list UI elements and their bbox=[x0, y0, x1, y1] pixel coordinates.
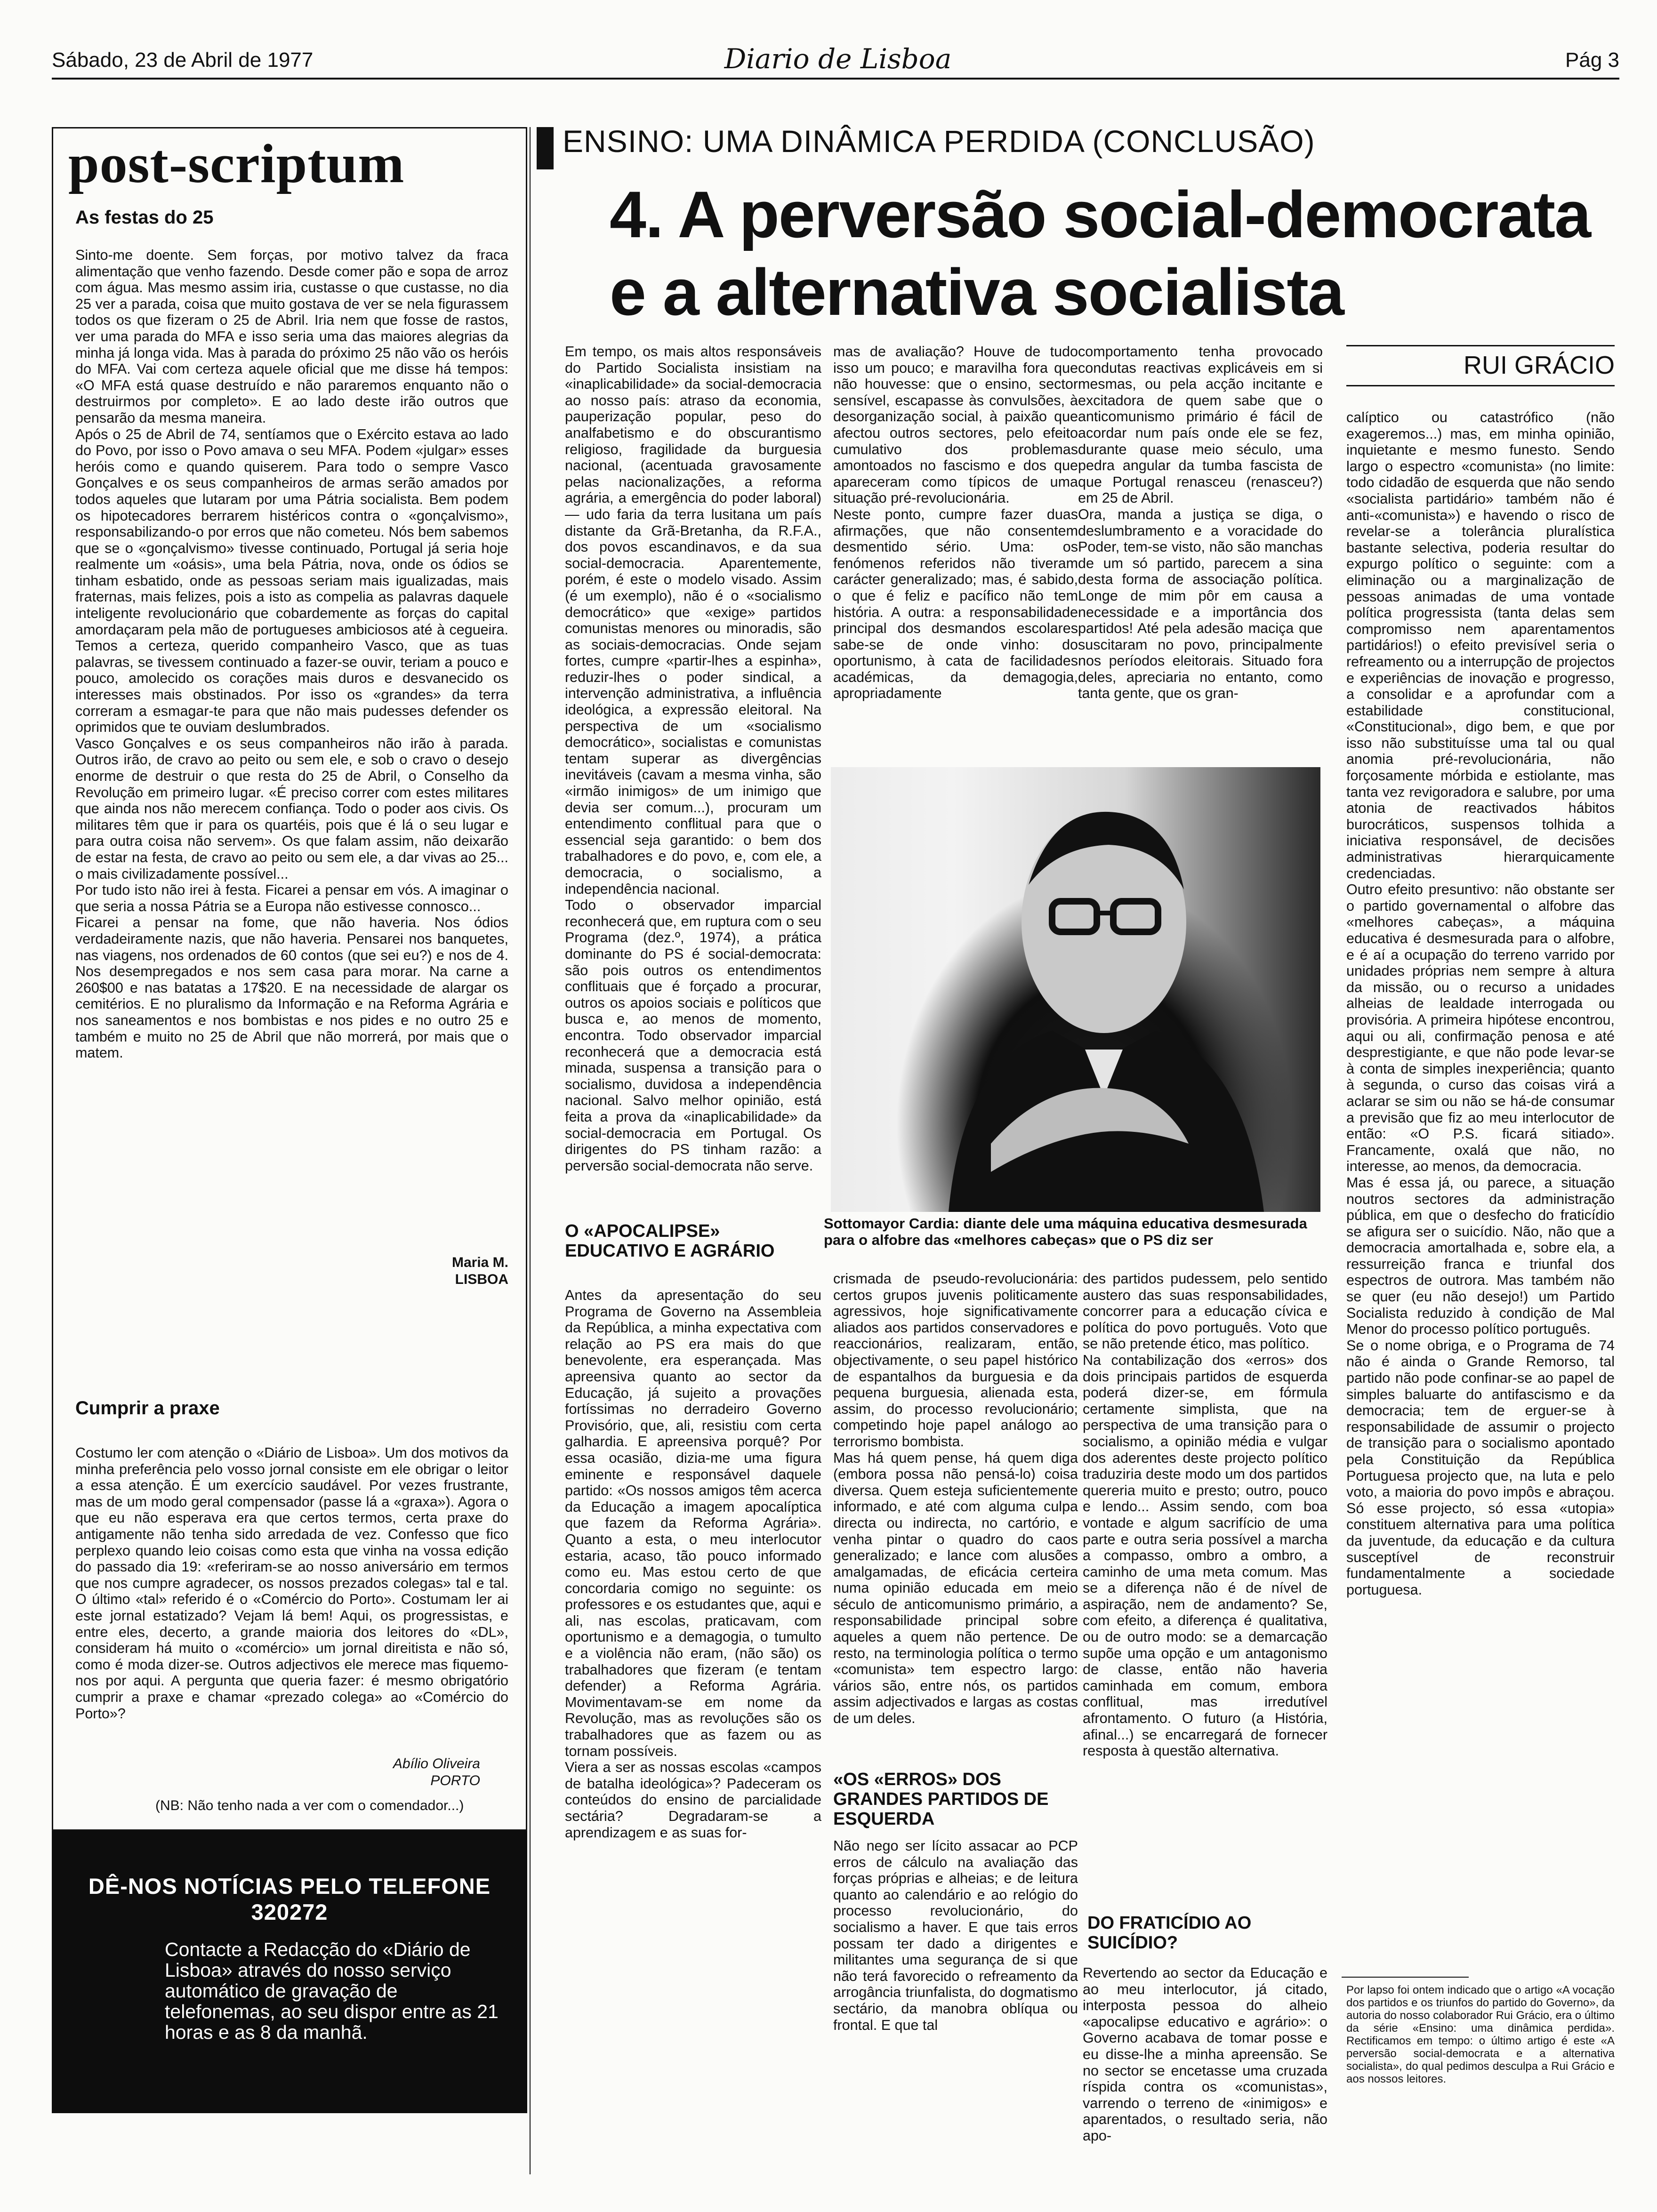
subhead-apocalipse: O «APOCALIPSE» EDUCATIVO E AGRÁRIO bbox=[565, 1221, 775, 1261]
kicker-bar bbox=[537, 127, 554, 169]
article-column-3: comportamento tenha provocado condutas reactivas explicáveis em si mesmas, ou pela acção incitante e excitadora de quem sabe que o anticomunismo primário é fácil de acordar num país onde ele se fez, durante quase meio século, uma pedra angular da tumba fascista de que Portugal renasceu (renasceu?) em 25 de Abril. Ora, manda a justiça se diga, o deslumbramento e a voracidade do Poder, tem-se visto, não são manchas de um só partido, parecem a sina desta forma de associação política. Longe de mim pôr em causa a necessidade e a importância dos partidos! Até pela adesão maciça que suscitaram no povo, principalmente nos períodos eleitorais. Situado fora deles, apreciaria no entanto, como tanta gente, que os gran- bbox=[1078, 344, 1323, 702]
letter-1-signature bbox=[358, 1254, 508, 1288]
page-number: Pág 3 bbox=[1565, 48, 1619, 72]
article-column-1: Em tempo, os mais altos responsáveis do Partido Socialista insistiam na «inaplicabilidade» da social-democracia ao nosso país: atraso da economia, pauperização popular, peso do analfabetismo e do obscurantismo religioso, fragilidade da burguesia nacional, (acentuada gravosamente pelas nacionalizações, a reforma agrária, a emergência do poder laboral) — udo faria da terra lusitana um país distante da Grã-Bretanha, da R.F.A., dos povos escandinavos, e da sua social-democracia. Aparentemente, porém, é este o modelo visado. Assim (é um exemplo), não é o «socialismo democrático» que «exige» partidos comunistas menores ou minoradis, são as sociais-democracias. Onde sejam fortes, cumpre «partir-lhes a espinha», reduzir-lhes o poder sindical, a intervenção administrativa, a influência ideológica, a expressão eleitoral. Na perspectiva de um «socialismo democrático», socialistas e comunistas tentam superar as divergências inevitáveis (cavam a mesma vinha, são «irmão inimigos» de um inimigo que devia ser comum...), procuram um entendimento conflitual para que o essencial seja garantido: o bem dos trabalhadores e do povo, e, com ele, a democracia, o socialismo, a independência nacional. Todo o observador imparcial reconhecerá que, em ruptura com o seu Programa (dez.º, 1974), a prática dominante do PS é social-democrata: são pois outros os entendimentos conflituais que é forçado a procurar, outros os apoios sociais e políticos que busca e, ao menos de momento, encontra. Todo observador imparcial reconhecerá que a democracia está minada, suspensa a transição para o socialismo, duvidosa a independência nacional. Salvo melhor opinião, está feita a prova da «inaplicabilidade» da social-democracia em Portugal. Os dirigentes do PS tinham razão: a perversão social-democrata não serve. bbox=[565, 344, 821, 1174]
article-column-3b: des partidos pudessem, pelo sentido austero das suas responsabilidades, concorrer para a educação cívica e política do povo português. Voto que se não pretende ético, mas político. Na contabilização dos «erros» dos dois principais partidos de esquerda poderá dizer-se, em fórmula certamente simplista, que na perspectiva de uma transição para o socialismo, a opinião média e vulgar dos aderentes deste projecto político traduziria deste modo um dos partidos quereria muito e presto; outro, pouco e lendo... Assim sendo, com boa vontade e algum sacrifício de uma parte e outra seria possível a marcha a compasso, ombro a ombro, a caminho de uma meta comum. Mas se a diferença não é de nível de aspiração, nem de andamento? Se, com efeito, a diferença é qualitativa, ou de outro modo: se a demarcação supõe uma opção e um antagonismo de classe, então não haveria caminhada em comum, embora conflitual, mas irredutível afrontamento. O futuro (a História, afinal...) se encarregará de fornecer resposta à questão alternativa. bbox=[1083, 1271, 1327, 1759]
masthead bbox=[52, 45, 1619, 80]
headline-line-2: e a alternativa socialista bbox=[610, 255, 1343, 329]
postscriptum-title: post-scriptum bbox=[68, 133, 405, 194]
editorial-footnote: Por lapso foi ontem indicado que o artigo «A vocação dos partidos e os triunfos do partido do Governo», da autoria do nosso colaborador Rui Grácio, era o último da série «Ensino: uma dinâmica perdida». Rectificamos em tempo: o último artigo é este «A perversão social-democrata e a alternativa socialista», do qual pedimos desculpa a Rui Grácio e aos nossos leitores. bbox=[1346, 1984, 1615, 2085]
letter-2-author: Abílio Oliveira bbox=[393, 1756, 480, 1771]
author-rule-top bbox=[1346, 345, 1615, 346]
letter-1-body: Sinto-me doente. Sem forças, por motivo talvez da fraca alimentação que venho fazendo. Desde comer pão e sopa de arroz com água. Mas mesmo assim iria, custasse o que custasse, no dia 25 ver a parada, coisa que muito gostava de ver se nela figurassem todos os que fizeram o 25 de Abril. Iria nem que fosse de rastos, ver uma parada do MFA e isso seria uma das maiores alegrias da minha já longa vida. Mas à parada do próximo 25 não vão os heróis do MFA. Vai com certeza aquele oficial que me disse há tempos: «O MFA está quase destruído e não pararemos enquanto não o destruirmos por completo». E ao lado deste irão outros que pensarão da mesma maneira. Após o 25 de Abril de 74, sentíamos que o Exército estava ao lado do Povo, por isso o Povo amava o seu MFA. Podem «julgar» esses heróis como e quando quiserem. Para todo o sempre Vasco Gonçalves e os seus companheiros de armas serão amados por todos aqueles que lutaram por uma Pátria socialista. Bem podem os hipotecadores berrarem histéricos contra o «gonçalvismo», responsabilizando-o por erros que não cometeu. Nós bem sabemos que se o «gonçalvismo» tivesse continuado, Portugal já seria hoje realmente um «oásis», uma bela Pátria, nova, onde os ódios se tinham esbatido, onde as pessoas seriam mais igualizadas, mais fraternas, mais felizes, pois a isto as compelia as palavras daquele inteligente revolucionário que cobardemente as forças do capital amordaçaram pela mão de portugueses ambiciosos até à cegueira. Temos a certeza, querido companheiro Vasco, que as tuas palavras, se tivessem continuado a fazer-se ouvir, teriam a pouco e pouco, amolecido os corações mais duros e desvanecido os interesses mais obstinados. Por isso os «grandes» da terra correram a esmagar-te para que não mais pudesses defender os oprimidos que te ouviam deslumbrados. Vasco Gonçalves e os seus companheiros não irão à parada. Outros irão, de cravo ao peito ou sem ele, e sob o cravo o desejo enorme de destruir o que resta do 25 de Abril, o Conselho da Revolução em primeiro lugar. «É preciso correr com estes militares que ainda nos não merecem confiança. Todo o poder aos civis. Os militares têm que ir para os quartéis, pois que é lá o seu lugar e para outra coisa não servem». Os que falam assim, não deixarão de estar na festa, de cravo ao peito ou sem ele, a dar vivas ao 25... o mais civilizadamente possível... Por tudo isto não irei à festa. Ficarei a pensar em vós. A imaginar o que seria a nossa Pátria se a Europa não estivesse connosco... Ficarei a pensar na fome, que não haveria. Nos ódios verdadeiramente nazis, que não haveria. Pensarei nos banquetes, nas viagens, nos ordenados de 60 contos (que sei eu?) e nos de 4. Nos desempregados e nos sem casa para morar. Na carne a 260$00 e nas batatas a 17$20. E na necessidade de alargar os cemitérios. E no pluralismo da Informação e na Reforma Agrária e nos saneamentos e nos bombistas e nos pides e no outro 25 e também e muito no 25 de Abril que não morrerá, por mais que o matem. bbox=[75, 247, 508, 1061]
article-column-1b: Antes da apresentação do seu Programa de Governo na Assembleia da República, a minha expectativa com relação ao PS era mais do que benevolente, era esperançada. Mas apreensiva quanto ao sector da Educação, já sujeito a provações fortíssimas no derradeiro Governo Provisório, que, ali, resistiu com certa galhardia. E apreensiva porquê? Por essa ocasião, dizia-me uma figura eminente e responsável daquele partido: «Os nossos amigos têm acerca da Educação a imagem apocalíptica que fazem da Reforma Agrária». Quanto a esta, o meu interlocutor estaria, acaso, tão pouco informado como eu. Mas estou certo de que concordaria comigo no seguinte: os professores e os estudantes que, aqui e ali, nas escolas, praticavam, com oportunismo e a demagogia, o tumulto e a violência não eram, (não são) os trabalhadores que fizeram (e tentam defender) a Reforma Agrária. Movimentavam-se em nome da Revolução, mas as revoluções são os trabalhadores que as fazem ou as tornam possíveis. Viera a ser as nossas escolas «campos de batalha ideológica»? Padeceram os conteúdos do ensino de parcialidade sectária? Degradaram-se a aprendizagem e as suas for- bbox=[565, 1287, 821, 1841]
subhead-erros: «OS «ERROS» DOS GRANDES PARTIDOS DE ESQUERDA bbox=[833, 1770, 1049, 1829]
portrait-photo bbox=[831, 767, 1320, 1212]
letter-1-place: LISBOA bbox=[455, 1272, 508, 1287]
letter-2-signature bbox=[320, 1755, 480, 1789]
column-divider bbox=[530, 127, 531, 2174]
photo-caption: Sottomayor Cardia: diante dele uma máquina educativa desmesurada para o alfobre das «melhores cabeças» que o PS diz ser bbox=[824, 1215, 1307, 1248]
article-column-4: calíptico ou catastrófico (não exageremos...) mas, em minha opinião, inquietante e mesmo funesto. Sendo largo o espectro «comunista» (no limite: todo cidadão de esquerda que não sendo «socialista partidário» também não é anti-«comunista») e havendo o risco de revelar-se a tolerância pluralística bastante selectiva, poderia resultar do expurgo político o seguinte: com a eliminação ou a marginalização de pessoas animadas de uma vontade política progressista (tanta delas sem compromisso nem aparentamentos partidários!) o efeito previsível seria o refreamento ou a interrupção de projectos e experiências de inovação e progresso, a consolidar e a aprofundar com a estabilidade constitucional, «Constitucional», digo bem, e que por isso não substituísse uma tal ou qual anomia pré-revolucionária, não forçosamente mórbida e estiolante, mas tanta vez revigoradora e salubre, por uma atonia de reactivados hábitos burocráticos, suspensos tolhida a iniciativa responsável, de decisões administrativas hierarquicamente credenciadas. Outro efeito presuntivo: não obstante ser o partido governamental o alfobre das «melhores cabeças», a máquina educativa é desmesurada para o alfobre, e é aí a ocupação do terreno varrido por unidades próprias nem sempre à altura da missão, ou o recurso a unidades alheias de lealdade interrogada ou provisória. A primeira hipótese encontrou, aqui ou ali, confirmação penosa e até desprestigiante, e que não pode levar-se à conta de simples inexperiência; quanto à segunda, o curso das coisas virá a aclarar se sim ou não se há-de consumar a previsão que fiz ao meu interlocutor de então: «O P.S. ficará sitiado». Francamente, oxalá que não, no interesse, ao menos, da democracia. Mas é essa já, ou parece, a situação noutros sectores da administração pública, em que o desfecho do fraticídio se afigura ser o suicídio. Não, não que a democracia amortalhada e, sobre ela, a ressurreição franca e triunfal dos espectros de outrora. Mas também não se quer (eu não desejo!) um Partido Socialista reduzido à condição de Mal Menor do processo político português. Se o nome obriga, e o Programa de 74 não é ainda o Grande Remorso, tal partido não pode confinar-se ao papel de simples baluarte do antifascismo e da democracia; tem de erguer-se à responsabilidade de assumir o projecto de transição para o socialismo apontado pela Constituição da República Portuguesa projecto que, na luta e pelo voto, a maioria do povo impôs e abraçou. Só esse projecto, só essa «utopia» constituem alternativa para uma política da juventude, da educação e da cultura susceptível de reconstruir fundamentalmente a sociedade portuguesa. bbox=[1346, 409, 1615, 1598]
newspaper-name: Diario de Lisboa bbox=[724, 43, 952, 75]
article-column-2c: Não nego ser lícito assacar ao PCP erros de cálculo na avaliação das forças próprias e alheias; e de leitura quanto ao calendário e ao relógio do processo revolucionário, do socialismo a haver. E que tais erros possam ter dado a dirigentes e militantes uma segurança de si que não terá favorecido o refreamento da arrogância triunfalista, do dogmatismo sectário, da manobra oblíqua ou frontal. E que tal bbox=[833, 1838, 1078, 2033]
letter-1-author: Maria M. bbox=[451, 1255, 508, 1270]
issue-date: Sábado, 23 de Abril de 1977 bbox=[52, 48, 314, 72]
article-column-2: mas de avaliação? Houve de tudo isso um pouco; e maravilha fora que não houvesse: que o ensino, sector sensível, escapasse às convulsões, à desorganização social, à paixão que afectou outros sectores, pelo efeito cumulativo dos problemas amontoados no fascismo e dos que apareceram como típicos de uma situação pré-revolucionária. Neste ponto, cumpre fazer duas afirmações, que não consentem desmentido sério. Uma: os fenómenos referidos não tiveram carácter generalizado; mas, é sabido, o que é feliz e pacífico não tem história. A outra: a responsabilidade principal dos desmandos escolares sabe-se de onde vinho: do oportunismo, à cata de facilidades académicas, da demagogia, apropriadamente bbox=[833, 344, 1078, 702]
subhead-fraticidio: DO FRATICÍDIO AO SUICÍDIO? bbox=[1087, 1913, 1252, 1953]
portrait-silhouette-icon bbox=[831, 767, 1320, 1212]
article-kicker: ENSINO: UMA DINÂMICA PERDIDA (CONCLUSÃO) bbox=[563, 124, 1315, 159]
banner-text: Contacte a Redacção do «Diário de Lisboa» através do nosso serviço automático de gravação de telefonemas, ao seu dispor entre as 21 horas e as 8 da manhã. bbox=[165, 1939, 499, 2043]
letter-1-heading: As festas do 25 bbox=[75, 207, 214, 228]
article-column-2b: crismada de pseudo-revolucionária: certos grupos juvenis politicamente agressivos, hoje significativamente aliados aos partidos conservadores e reaccionários, realizaram, então, objectivamente, o seu papel histórico de espantalhos da burguesia e da pequena burguesia, alienada esta, assim, do processo revolucionário; competindo hoje papel análogo ao terrorismo bombista. Mas há quem pense, há quem diga (embora possa não pensá-lo) coisa diversa. Quem esteja suficientemente informado, e até com alguma culpa directa ou indirecta, no cartório, e venha pintar o quadro do caos generalizado; e lance com alusões amalgamadas, de eficácia certeira numa opinião educada em meio século de anticomunismo primário, a responsabilidade principal sobre aqueles a quem não pertence. De resto, na terminologia política o termo «comunista» tem espectro largo: vários são, entre nós, os partidos assim adjectivados e largas as costas de um deles. bbox=[833, 1271, 1078, 1727]
letter-2-body: Costumo ler com atenção o «Diário de Lisboa». Um dos motivos da minha preferência pelo vosso jornal consiste em ele obrigar o leitor a essa atenção. É um exercício saudável. Por vezes frustrante, mas de um modo geral compensador (passe lá a «graxa»). Agora o que eu não esperava era que certos termos, certa praxe do antigamente não tenha sido arredada de vez. Confesso que fico perplexo quando leio coisas como esta que vinha na vossa edição do passado dia 19: «referiram-se ao nosso aniversário em termos que nos cumpre agradecer, os nossos prezados colegas» tal e tal. O último «tal» referido é o «Comércio do Porto». Costumam ler ai este jornal estatizado? Vejam lá bem! Aqui, os progressistas, e entre eles, decerto, a grande maioria dos leitores do «DL», consideram há muito o «comércio» um jornal direitista e não só, como é moda dizer-se. Outros adjectivos ele merece mas fiquemo-nos por aqui. A pergunta que queria fazer: é mesmo obrigatório cumprir a praxe e chamar «prezado colega» ao «Comércio do Porto»? bbox=[75, 1445, 508, 1722]
letter-2-note: (NB: Não tenho nada a ver com o comendador...) bbox=[155, 1798, 464, 1813]
footnote-rule bbox=[1342, 1977, 1469, 1978]
phone-news-banner bbox=[52, 1831, 527, 2113]
headline-line-1: 4. A perversão social-democrata bbox=[610, 177, 1591, 251]
article-column-3c: Revertendo ao sector da Educação e ao meu interlocutor, já citado, interposta pessoa do alheio «apocalipse educativo e agrário»: o Governo acabava de tomar posse e eu disse-lhe a minha apreensão. Se no sector se encetasse uma cruzada ríspida contra os «comunistas», varrendo o terreno de «inimigos» e aparentados, o resultado seria, não apo- bbox=[1083, 1965, 1327, 2144]
letter-2-heading: Cumprir a praxe bbox=[75, 1398, 220, 1419]
article-author: RUI GRÁCIO bbox=[1463, 351, 1615, 379]
author-rule-bottom bbox=[1346, 385, 1615, 386]
banner-title: DÊ-NOS NOTÍCIAS PELO TELEFONE 320272 bbox=[88, 1874, 491, 1924]
letter-2-place: PORTO bbox=[430, 1773, 480, 1788]
